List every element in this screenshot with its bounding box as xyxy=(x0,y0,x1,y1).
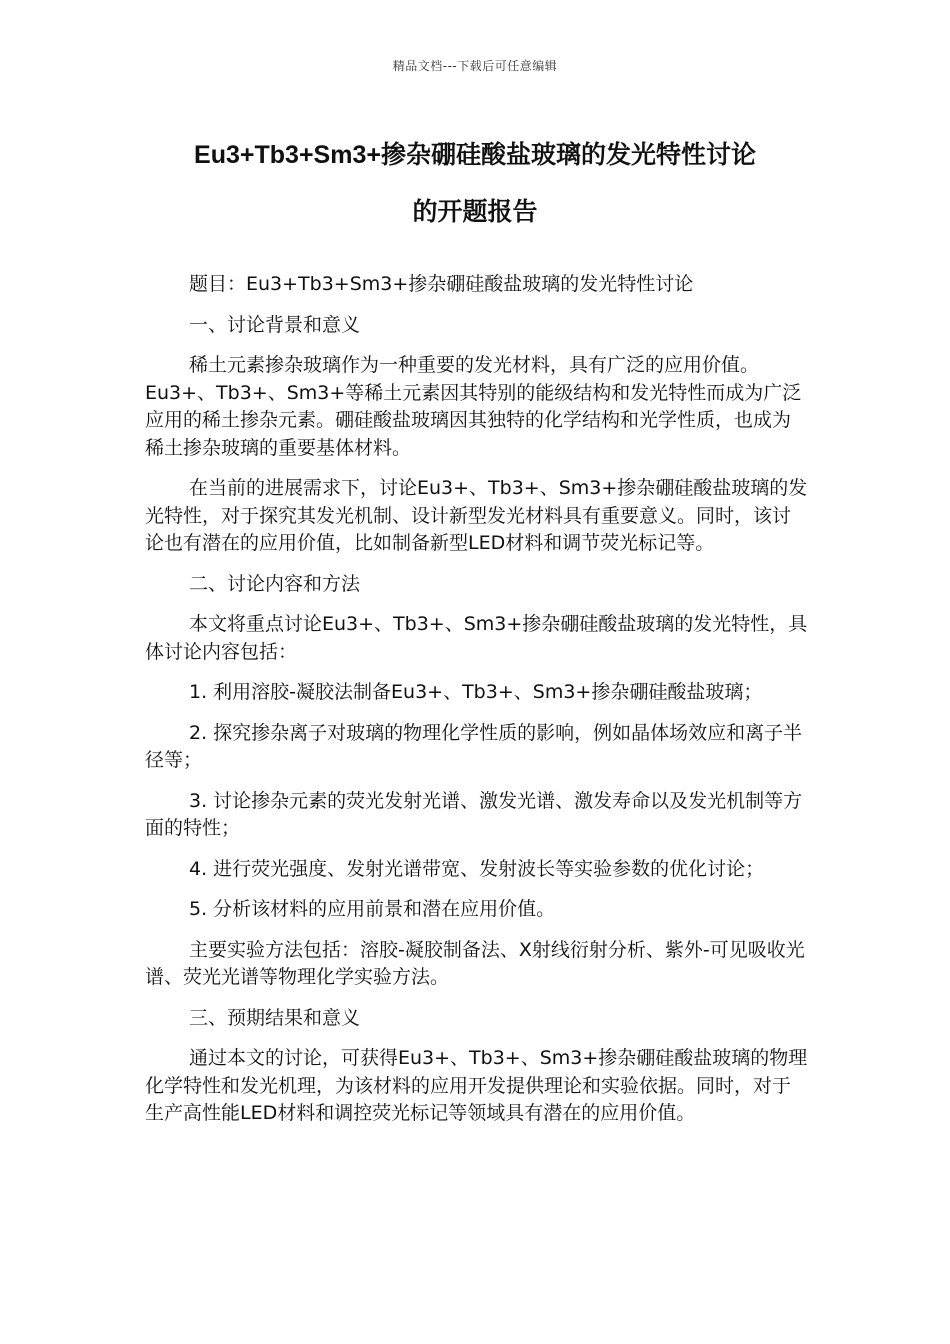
list-item-3: 3. 讨论掺杂元素的荧光发射光谱、激发光谱、激发寿命以及发光机制等方面的特性； xyxy=(145,789,803,839)
topic-line: 题目：Eu3+Tb3+Sm3+掺杂硼硅酸盐玻璃的发光特性讨论 xyxy=(189,273,694,295)
document-title-line-1: Eu3+Tb3+Sm3+掺杂硼硅酸盐玻璃的发光特性讨论 xyxy=(194,141,756,169)
paragraph-content-intro: 本文将重点讨论Eu3+、Tb3+、Sm3+掺杂硼硅酸盐玻璃的发光特性，具体讨论内容包括： xyxy=(145,613,808,663)
section-heading-background: 一、讨论背景和意义 xyxy=(189,313,361,336)
list-item-1: 1. 利用溶胶-凝胶法制备Eu3+、Tb3+、Sm3+掺杂硼硅酸盐玻璃； xyxy=(189,681,763,703)
paragraph-background: 稀土元素掺杂玻璃作为一种重要的发光材料，具有广泛的应用价值。Eu3+、Tb3+、Sm3+等稀土元素因其特别的能级结构和发光特性而成为广泛应用的稀土掺杂元素。硼硅酸盐玻璃因其独特的化学结构和光学性质，也成为稀土掺杂玻璃的重要基体材料。 xyxy=(145,354,802,459)
paragraph-methods: 主要实验方法包括：溶胶-凝胶制备法、X射线衍射分析、紫外-可见吸收光谱、荧光光谱等物理化学实验方法。 xyxy=(145,938,805,988)
document-title-line-2: 的开题报告 xyxy=(412,198,538,226)
paragraph-significance: 在当前的进展需求下，讨论Eu3+、Tb3+、Sm3+掺杂硼硅酸盐玻璃的发光特性，对于探究其发光机制、设计新型发光材料具有重要意义。同时，该讨论也有潜在的应用价值，比如制备新型LED材料和调节荧光标记等。 xyxy=(145,477,808,554)
list-item-5: 5. 分析该材料的应用前景和潜在应用价值。 xyxy=(189,898,556,920)
section-heading-content-methods: 二、讨论内容和方法 xyxy=(189,572,361,595)
paragraph-expected-results: 通过本文的讨论，可获得Eu3+、Tb3+、Sm3+掺杂硼硅酸盐玻璃的物理化学特性和发光机理，为该材料的应用开发提供理论和实验依据。同时，对于生产高性能LED材料和调控荧光标记等领域具有潜在的应用价值。 xyxy=(145,1047,808,1124)
list-item-4: 4. 进行荧光强度、发射光谱带宽、发射波长等实验参数的优化讨论； xyxy=(189,857,765,880)
list-item-2: 2. 探究掺杂离子对玻璃的物理化学性质的影响，例如晶体场效应和离子半径等； xyxy=(145,721,803,771)
document-body xyxy=(145,271,809,1141)
header-note: 精品文档---下载后可任意编辑 xyxy=(392,59,558,73)
section-heading-expected-results: 三、预期结果和意义 xyxy=(189,1006,361,1029)
